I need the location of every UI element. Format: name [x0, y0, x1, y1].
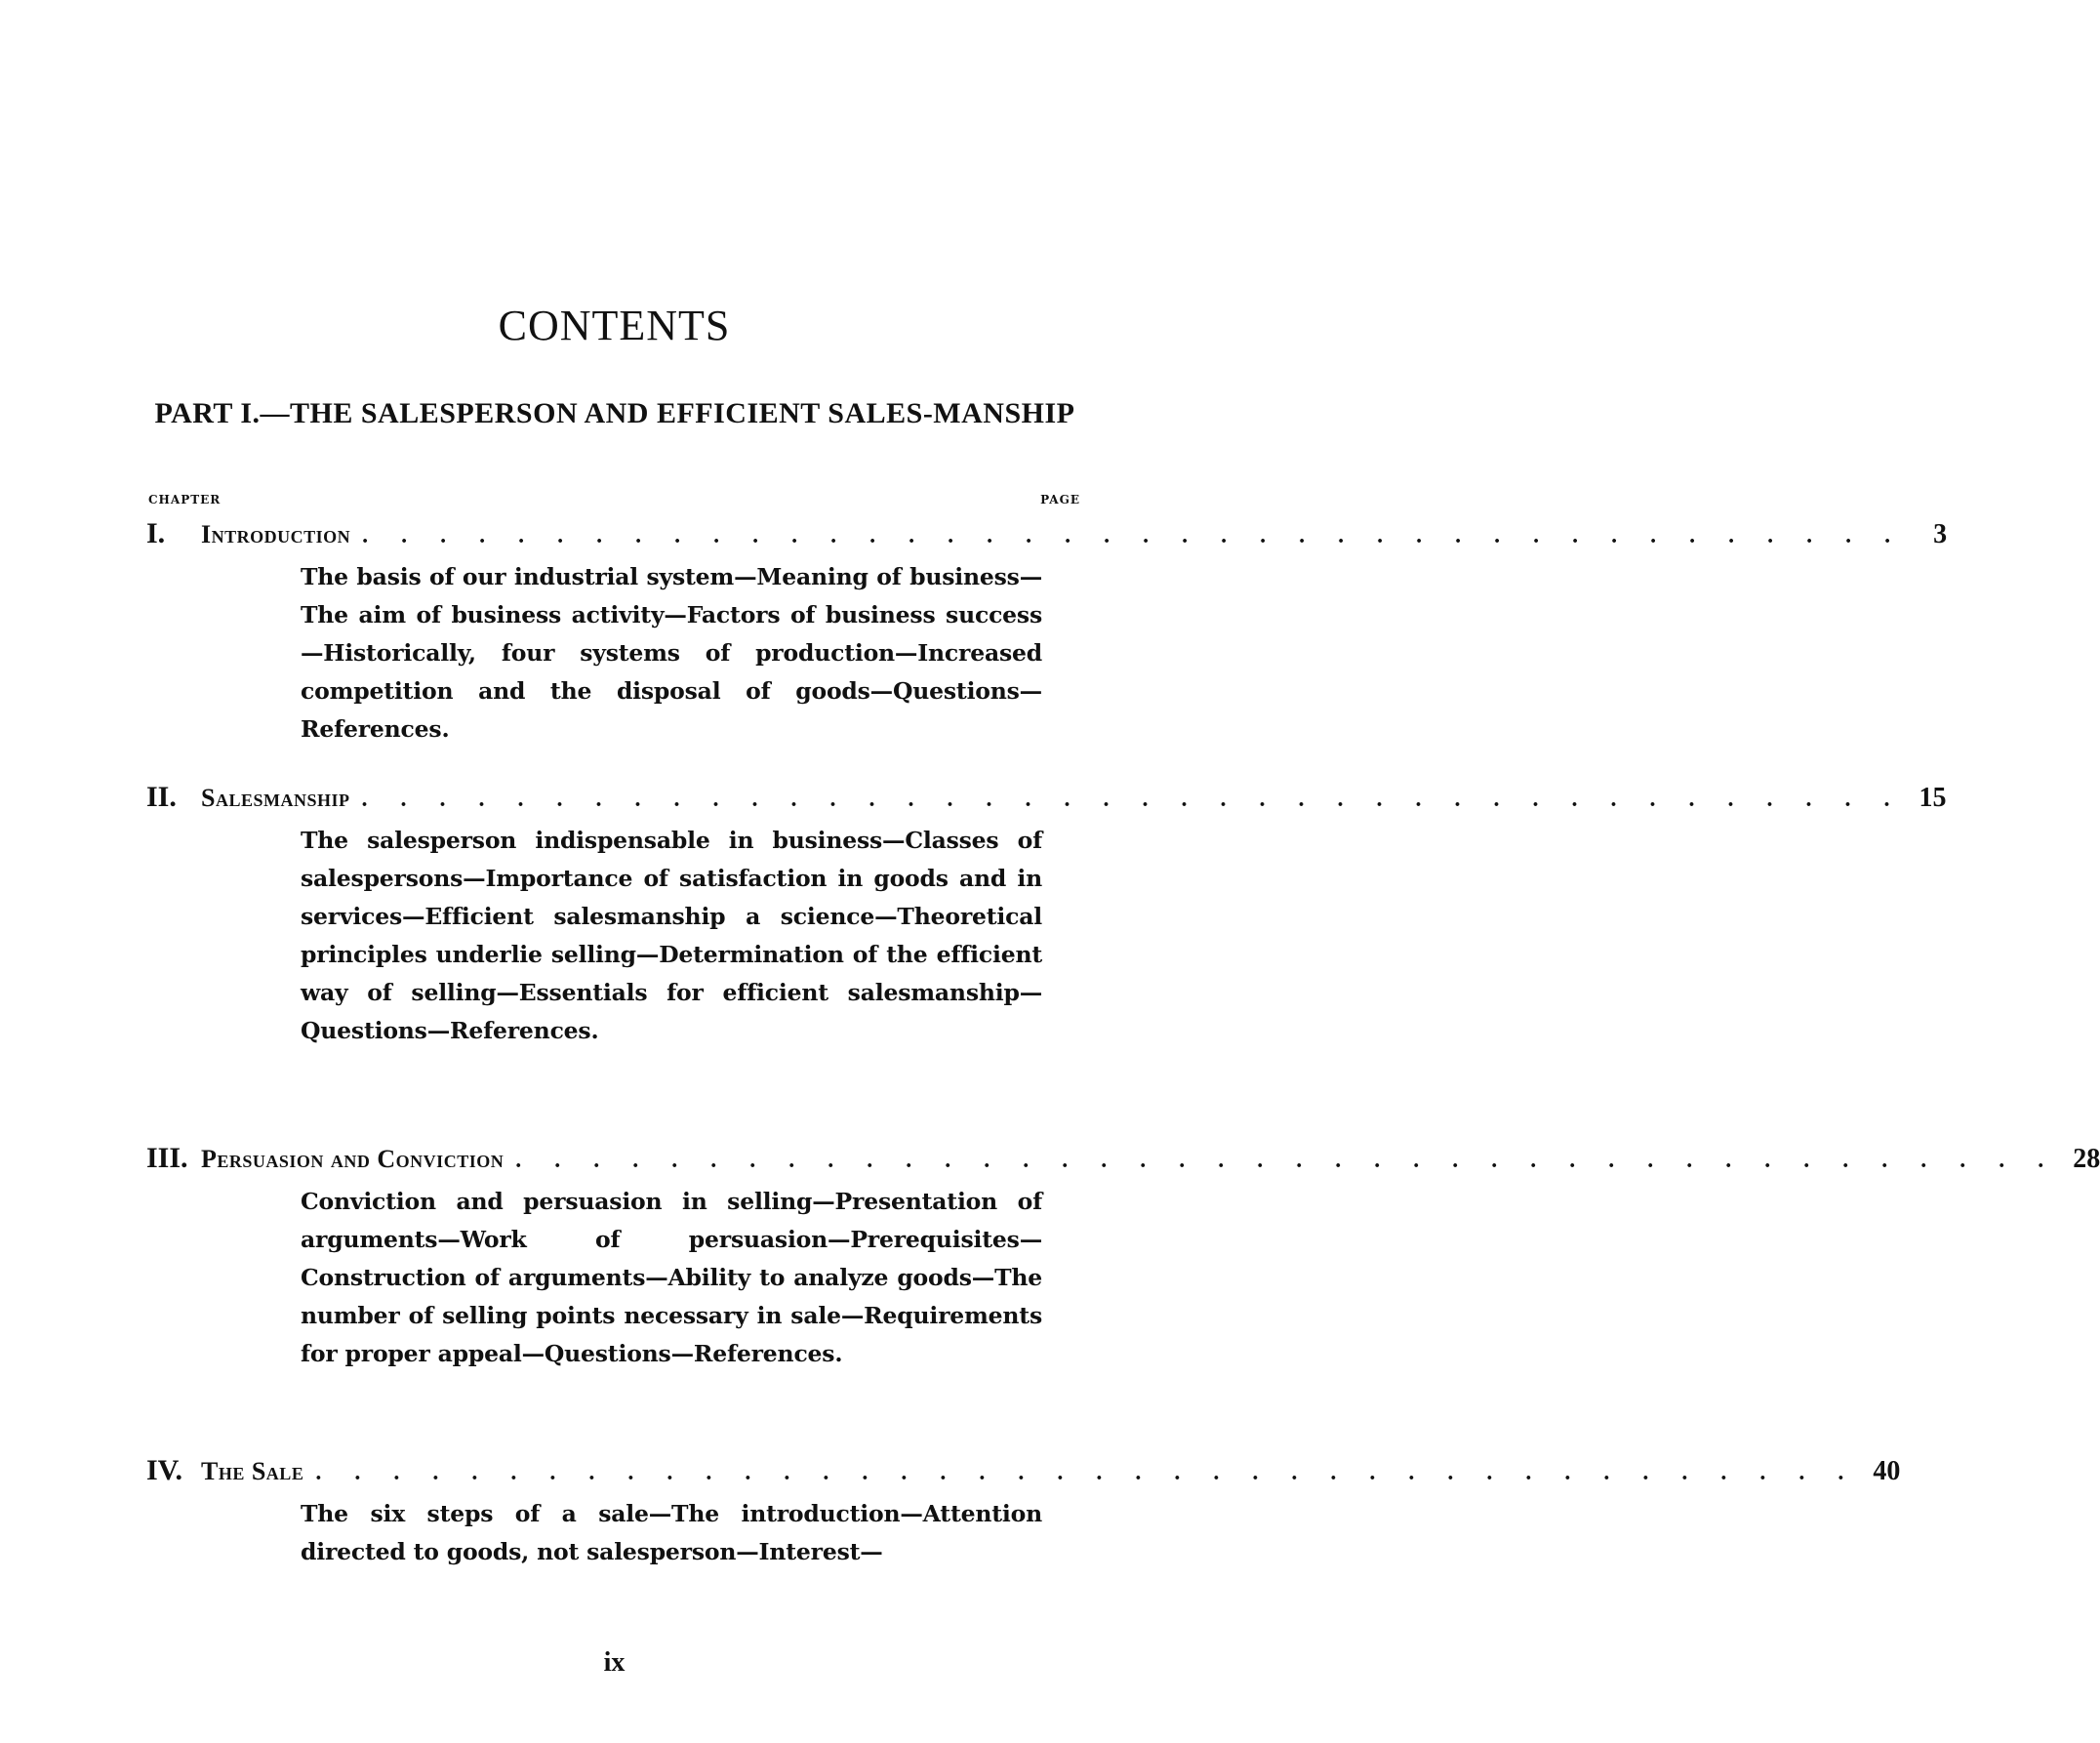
column-label-chapter: CHAPTER — [148, 493, 222, 507]
chapter-numeral: I. — [146, 517, 166, 549]
chapter-title: Salesmanship — [201, 784, 350, 812]
chapter-numeral: IV. — [146, 1454, 182, 1486]
chapter-title: Persuasion and Conviction — [201, 1145, 505, 1173]
chapter-title: The Sale — [201, 1457, 304, 1485]
chapter-numeral: II. — [146, 781, 177, 813]
dot-leaders: . . . . . . . . . . . . . . . . . . . . . . . . . . . . . . . . . . . . . . . . — [315, 1460, 1858, 1485]
toc-entry-line — [146, 1454, 1901, 1489]
chapter-numeral: III. — [146, 1142, 188, 1174]
chapter-summary: The basis of our industrial system—Meaning of business—The aim of business activity—Factors of business success—Historically, four systems of production—Increased competition and the disposal of goods—Questions—References. — [301, 563, 1042, 743]
toc-entry-chapter-4 — [146, 1454, 1901, 1571]
chapter-page-number: 15 — [1918, 783, 1947, 813]
chapter-page-number: 3 — [1933, 519, 1948, 549]
chapter-page-number: 40 — [1873, 1456, 1901, 1486]
toc-entry-chapter-3 — [146, 1142, 2100, 1373]
dot-leaders: . . . . . . . . . . . . . . . . . . . . . . . . . . . . . . . . . . . . . . . . — [361, 787, 1904, 812]
chapter-page-number: 28 — [2073, 1144, 2100, 1174]
column-label-page: PAGE — [1040, 493, 1080, 507]
toc-entry-chapter-1 — [146, 517, 1948, 749]
dot-leaders: . . . . . . . . . . . . . . . . . . . . . . . . . . . . . . . . . . . . . . . . — [362, 523, 1905, 548]
toc-entry-chapter-2 — [146, 781, 1947, 1050]
chapter-summary: The salesperson indispensable in business—Classes of salespersons—Importance of satisfaction in goods and in services—Efficient salesmanship a science—Theoretical principles underlie selling—Determination of the efficient way of selling—Essentials for efficient salesmanship—Questions—References. — [301, 827, 1042, 1044]
toc-entry-line — [146, 781, 1947, 816]
chapter-summary: The six steps of a sale—The introduction—Attention directed to goods, not salesperson—Interest— — [301, 1500, 1042, 1565]
part-title: PART I.—THE SALESPERSON AND EFFICIENT SALES-MANSHIP — [154, 397, 1075, 429]
toc-entry-line — [146, 1142, 2100, 1177]
dot-leaders: . . . . . . . . . . . . . . . . . . . . . . . . . . . . . . . . . . . . . . . . — [515, 1148, 2058, 1173]
chapter-title: Introduction — [201, 520, 351, 548]
toc-entry-line — [146, 517, 1948, 552]
page-title: CONTENTS — [498, 302, 731, 349]
chapter-summary: Conviction and persuasion in selling—Presentation of arguments—Work of persuasion—Prerequisites—Construction of arguments—Ability to analyze goods—The number of selling points necessary in sale—Requirements for proper appeal—Questions—References. — [301, 1188, 1042, 1367]
page-folio: ix — [603, 1647, 626, 1678]
